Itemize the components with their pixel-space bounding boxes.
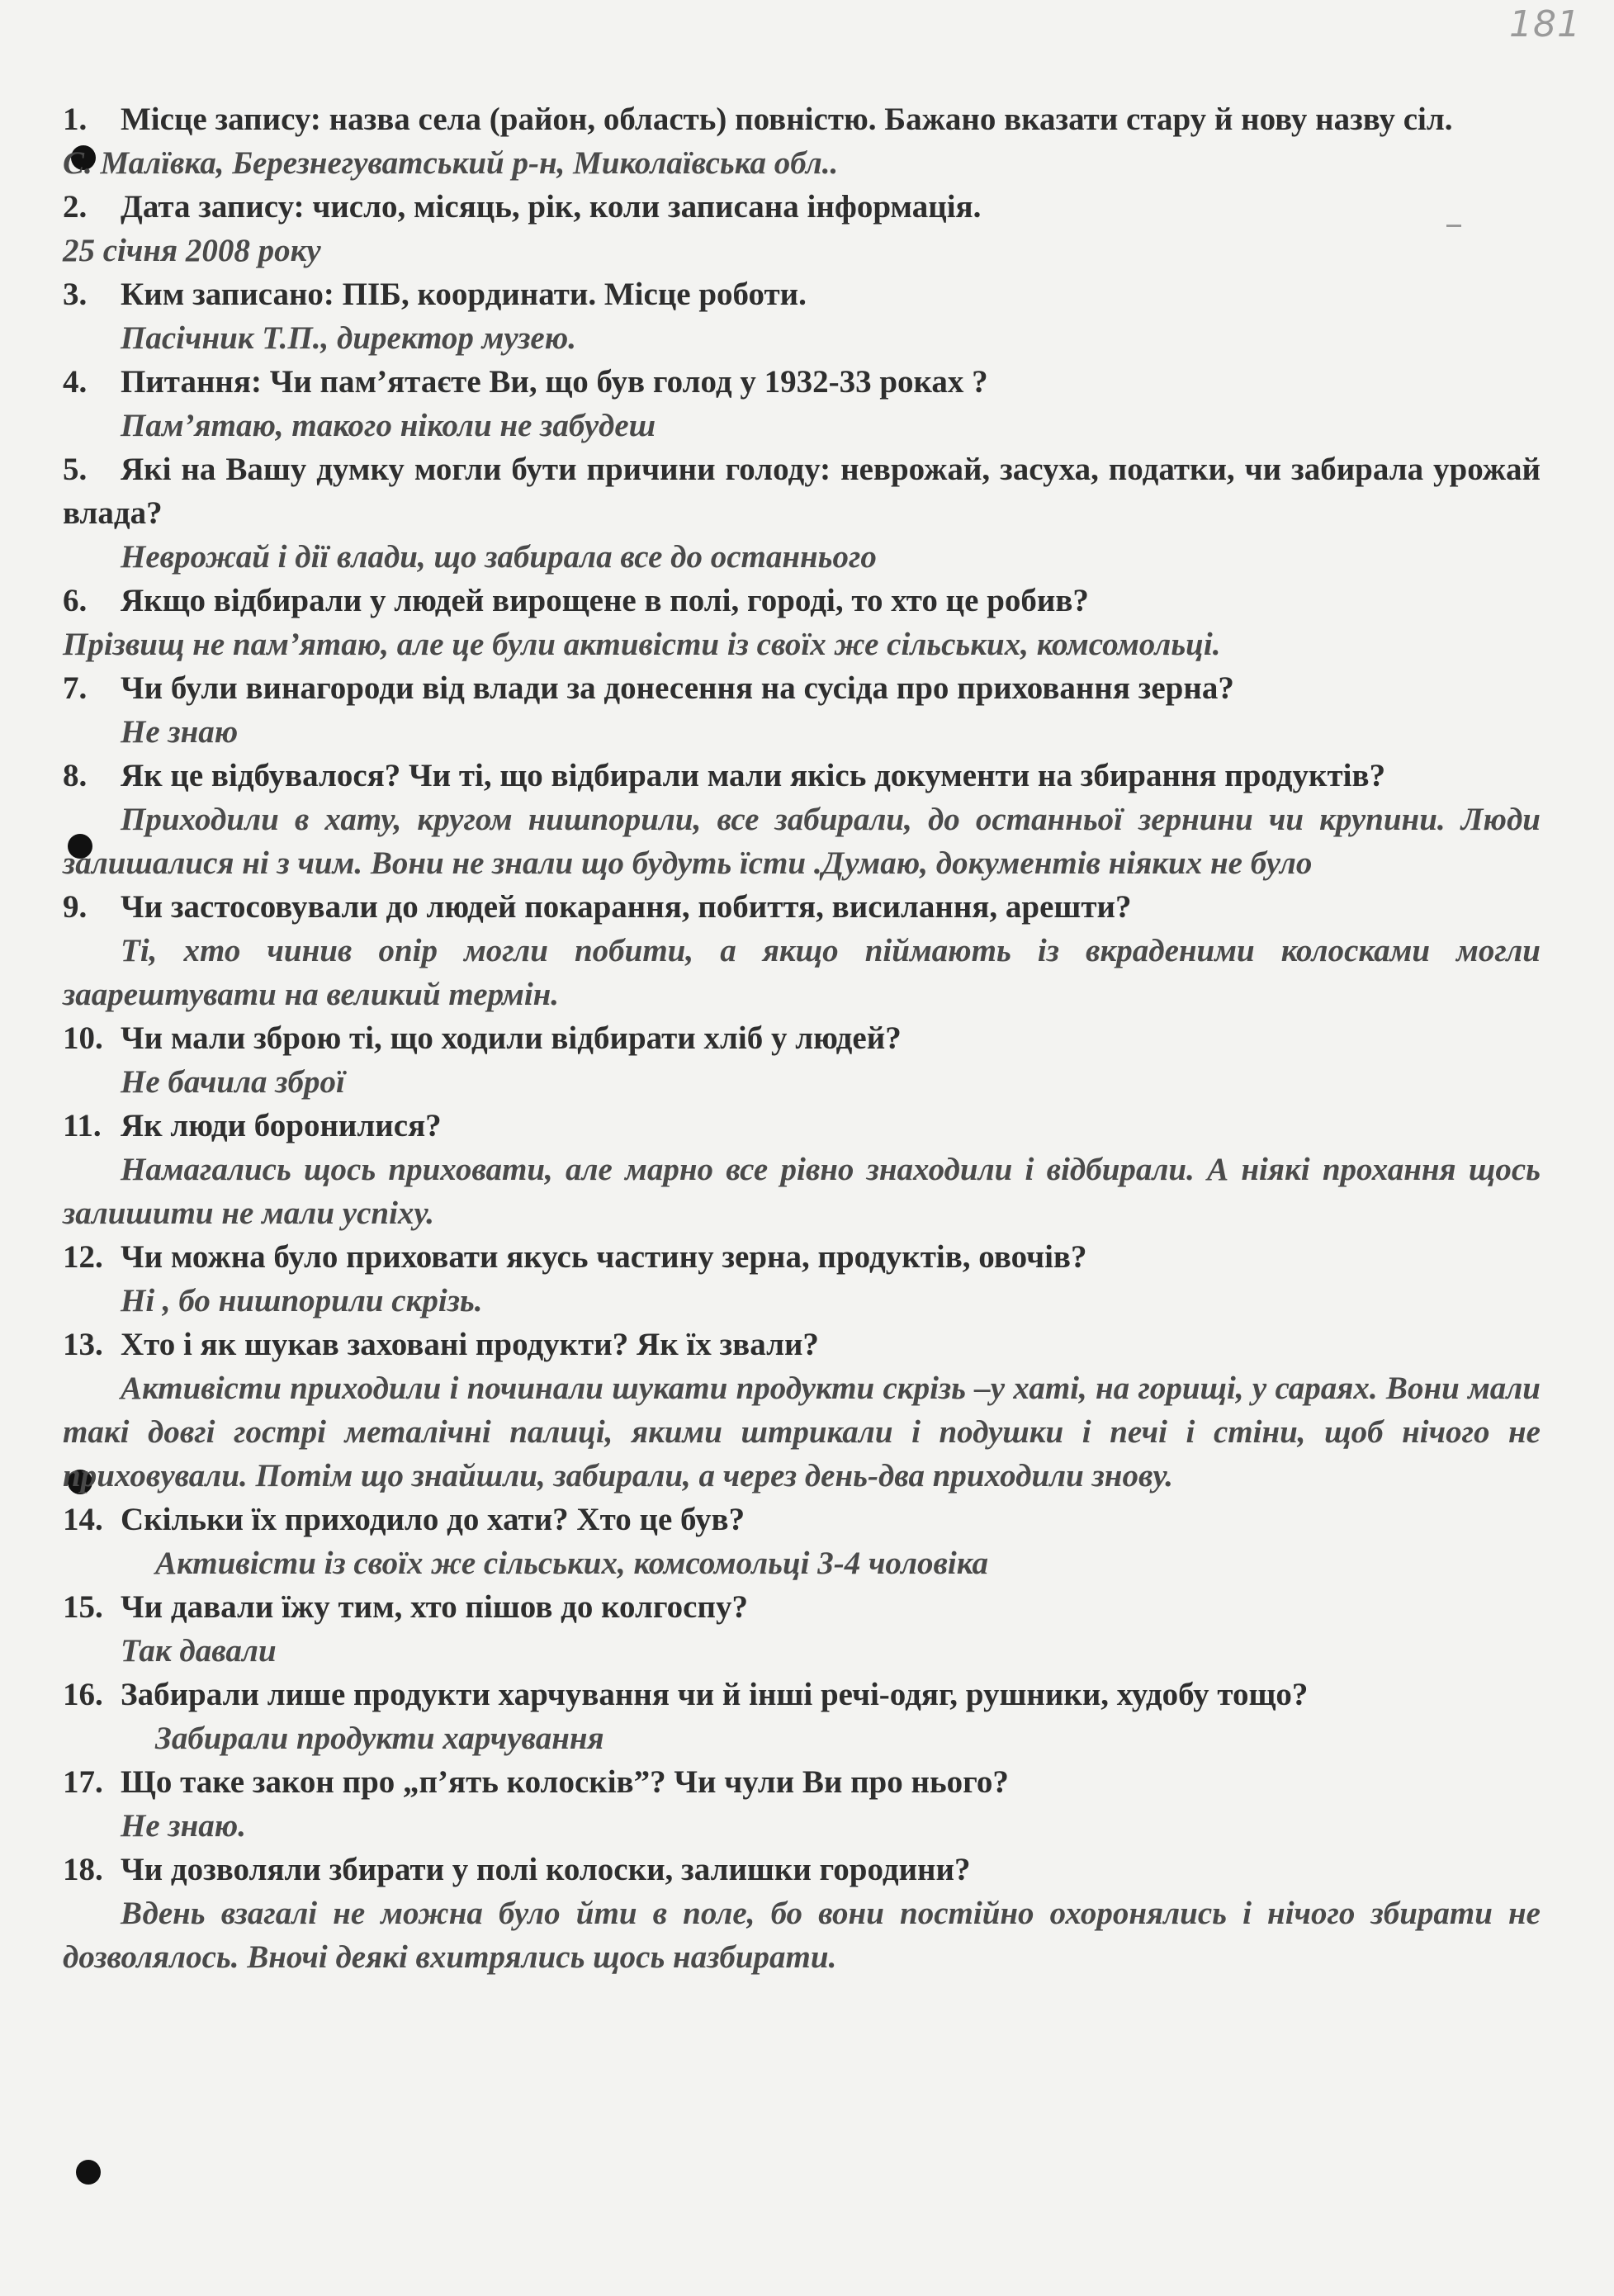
answer-15: Так давали [121, 1633, 277, 1669]
question-7: 7. Чи були винагороди від влади за донесення на сусіда про приховання зерна? [63, 670, 1234, 706]
question-2: 2. Дата запису: число, місяць, рік, коли записана інформація. [63, 189, 982, 225]
question-14: 14. Скільки їх приходило до хати? Хто це був? [63, 1502, 745, 1537]
question-6: 6. Якщо відбирали у людей вирощене в полі, городі, то хто це робив? [63, 583, 1089, 618]
answer-2: 25 січня 2008 року [63, 233, 321, 268]
question-12: 12. Чи можна було приховати якусь частину зерна, продуктів, овочів? [63, 1239, 1087, 1275]
answer-16: Забирали продукти харчування [155, 1721, 604, 1756]
question-15: 15. Чи давали їжу тим, хто пішов до колгоспу? [63, 1589, 748, 1625]
question-1: 1. Місце запису: назва села (район, область) повністю. Бажано вказати стару й нову назву сіл. [63, 102, 1453, 137]
question-11: 11. Як люди боронилися? [63, 1108, 442, 1143]
answer-4: Пам’ятаю, такого ніколи не забудеш [121, 408, 656, 443]
question-4: 4. Питання: Чи пам’ятаєте Ви, що був голод у 1932-33 роках ? [63, 364, 988, 400]
answer-11: Намагались щось приховати, але марно все рівно знаходили і відбирали. А ніякі прохання щось залишити не мали успіху. [63, 1152, 1541, 1231]
answer-1: С. Малївка, Березнегуватський р-н, Миколаївська обл.. [63, 145, 839, 181]
answer-10: Не бачила зброї [121, 1064, 345, 1100]
answer-3: Пасічник Т.П., директор музею. [121, 320, 576, 356]
question-8: 8. Як це відбувалося? Чи ті, що відбирали мали якісь документи на збирання продуктів? [63, 758, 1386, 793]
punch-hole-4 [76, 2160, 101, 2185]
answer-18: Вдень взагалі не можна було йти в поле, бо вони постійно охоронялись і нічого збирати не дозволялось. Вночі деякі вхитрялись щось назбирати. [63, 1896, 1541, 1975]
answer-7: Не знаю [121, 714, 239, 750]
page-number: 181 [1509, 3, 1581, 45]
answer-12: Ні , бо нишпорили скрізь. [121, 1283, 483, 1318]
answer-5: Неврожай і дії влади, що забирала все до останнього [121, 539, 877, 575]
answer-8: Приходили в хату, кругом нишпорили, все забирали, до останньої зернини чи крупини. Люди залишалися ні з чим. Вони не знали що будуть їсти .Думаю, документів ніяких не було [63, 802, 1541, 881]
question-17: 17. Що таке закон про „п’ять колосків”? Чи чули Ви про нього? [63, 1764, 1009, 1800]
question-16: 16. Забирали лише продукти харчування чи й інші речі-одяг, рушники, худобу тощо? [63, 1677, 1309, 1712]
question-5: 5. Які на Вашу думку могли бути причини голоду: неврожай, засуха, податки, чи забирала урожай влада? [63, 452, 1541, 531]
answer-14: Активісти із своїх же сільських, комсомольці 3-4 чоловіка [155, 1546, 989, 1581]
questionnaire [63, 97, 1541, 1979]
question-9: 9. Чи застосовували до людей покарання, побиття, висилання, арешти? [63, 889, 1132, 925]
answer-17: Не знаю. [121, 1808, 246, 1844]
question-3: 3. Ким записано: ПІБ, координати. Місце роботи. [63, 277, 807, 312]
question-18: 18. Чи дозволяли збирати у полі колоски, залишки городини? [63, 1852, 971, 1887]
answer-13: Активісти приходили і починали шукати продукти скрізь –у хаті, на горищі, у сараях. Вони мали такі довгі гострі металічні палиці, якими штрикали і подушки і печі і стіни, щоб нічого не приховували. Потім що знайшли, забирали, а через день-два приходили знову. [63, 1370, 1541, 1494]
question-13: 13. Хто і як шукав заховані продукти? Як їх звали? [63, 1327, 819, 1362]
answer-9: Ті, хто чинив опір могли побити, а якщо піймають із вкраденими колосками могли заарештувати на великий термін. [63, 933, 1541, 1012]
answer-6: Прізвищ не пам’ятаю, але це були активісти із своїх же сільських, комсомольці. [63, 627, 1221, 662]
question-10: 10. Чи мали зброю ті, що ходили відбирати хліб у людей? [63, 1020, 902, 1056]
